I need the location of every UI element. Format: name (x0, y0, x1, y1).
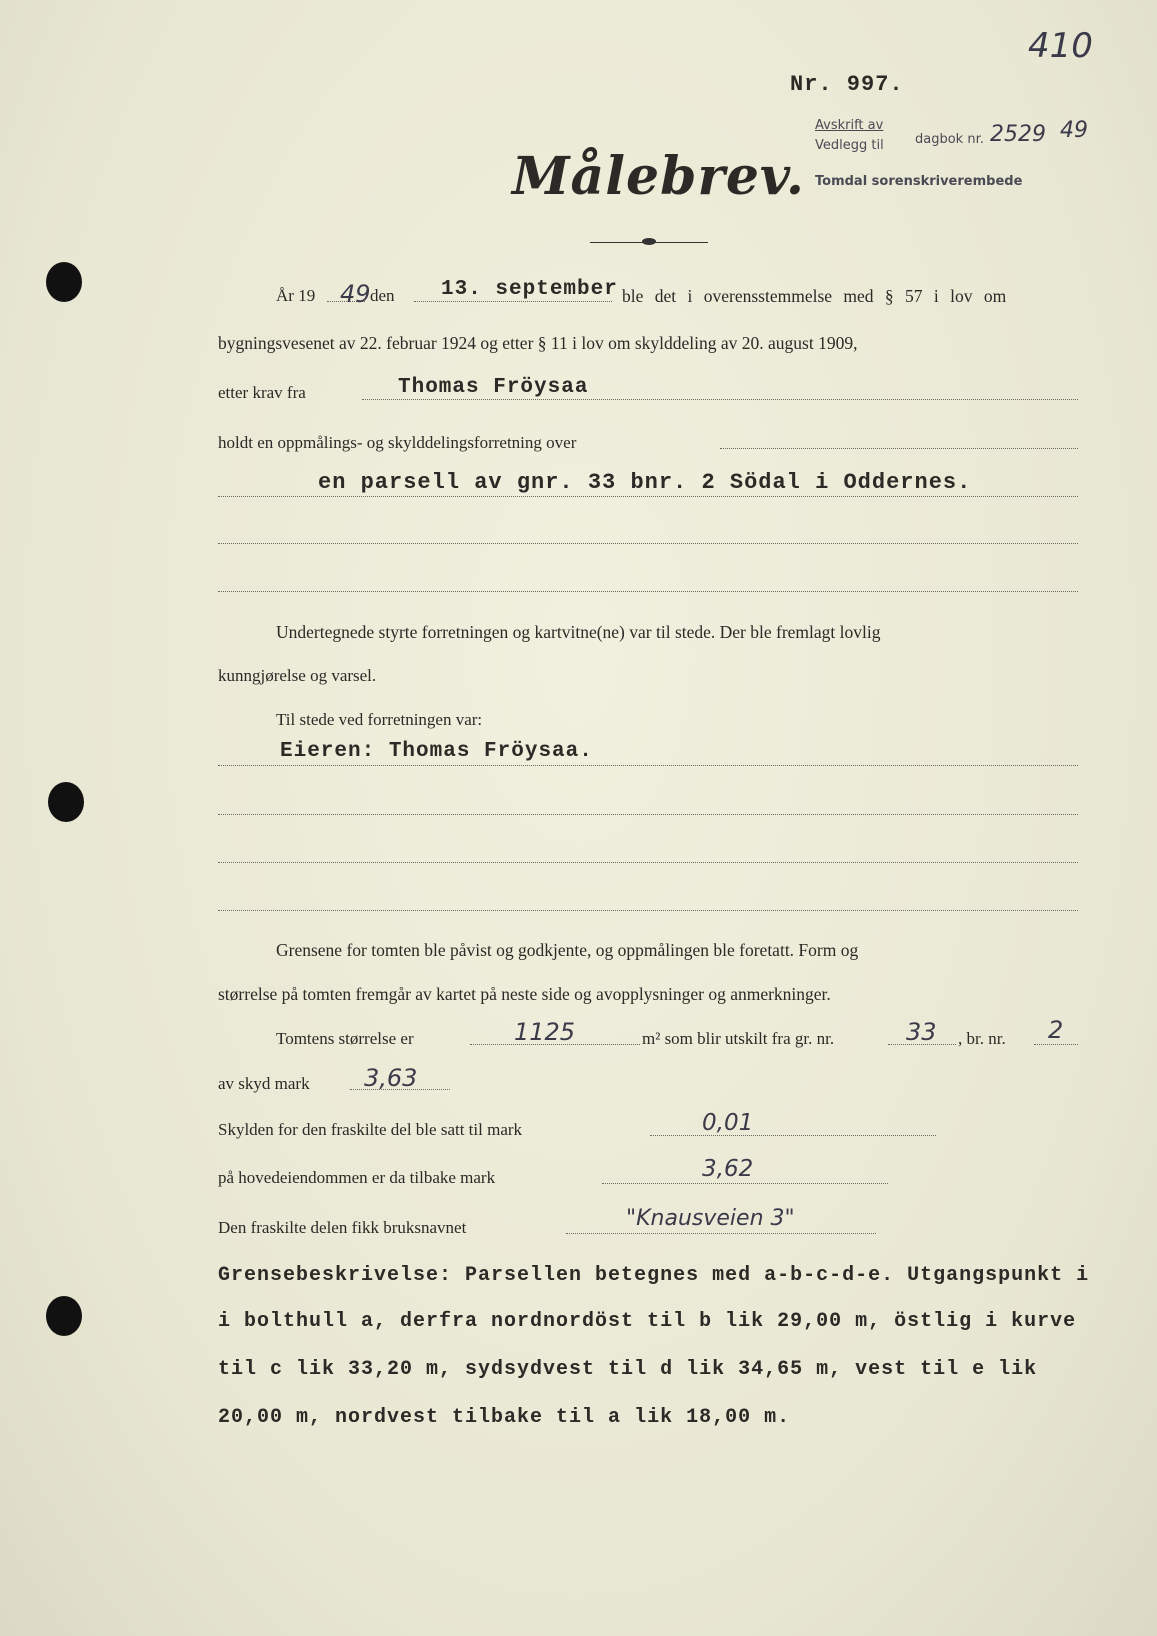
stamp-dagbok-value: 2529 (990, 122, 1046, 147)
skylden-value: 0,01 (702, 1110, 754, 1136)
hoved-value: 3,62 (702, 1156, 754, 1182)
date-dots (414, 301, 612, 302)
krav-dots (362, 399, 1078, 400)
over-value: en parsell av gnr. 33 bnr. 2 Södal i Oddernes. (318, 470, 972, 495)
til-stede-label: Til stede ved forretningen var: (276, 710, 483, 729)
grensebeskrivelse-line-2: i bolthull a, derfra nordnordöst til b lik 29,00 m, östlig i kurve (218, 1310, 1077, 1333)
undertegnede-line-2: kunngjørelse og varsel. (218, 666, 377, 685)
stamp-dagbok-label: dagbok nr. (915, 132, 984, 147)
den-label: den (370, 286, 395, 305)
br-label: , br. nr. (958, 1029, 1006, 1048)
blank-line-1 (218, 543, 1078, 544)
storrelse-value: 1125 (514, 1018, 576, 1046)
punch-hole-middle (48, 782, 84, 822)
document-number: Nr. 997. (790, 72, 904, 97)
stamp-year: 49 (1060, 118, 1088, 143)
blank-line-2 (218, 591, 1078, 592)
grensebeskrivelse-line-1: Grensebeskrivelse: Parsellen betegnes med a-b-c-d-e. Utgangspunkt i (218, 1264, 1090, 1287)
holdt-label: holdt en oppmålings- og skylddelingsforretning over (218, 433, 577, 452)
grensene-line-2: størrelse på tomten fremgår av kartet på neste side og avopplysninger og anmerkninger. (218, 984, 831, 1004)
br-value: 2 (1048, 1016, 1064, 1044)
stamp-line-3: Tomdal sorenskriverembede (815, 174, 1023, 189)
skyd-label: av skyd mark (218, 1074, 310, 1093)
storrelse-label: Tomtens størrelse er (276, 1029, 414, 1048)
present-value: Eieren: Thomas Fröysaa. (280, 740, 593, 763)
skylden-dots (650, 1135, 936, 1136)
page-number: 410 (1028, 26, 1093, 66)
gr-value: 33 (906, 1018, 937, 1046)
present-dots (218, 765, 1078, 766)
stamp-line-2: Vedlegg til (815, 138, 884, 153)
skylden-label: Skylden for den fraskilte del ble satt til mark (218, 1120, 523, 1139)
stamp-line-1: Avskrift av (815, 118, 884, 133)
grensene-line-1: Grensene for tomten ble påvist og godkjente, og oppmålingen ble foretatt. Form og (276, 940, 859, 960)
blank-line-4 (218, 862, 1078, 863)
bruks-value: "Knausveien 3" (626, 1206, 795, 1231)
grensebeskrivelse-line-4: 20,00 m, nordvest tilbake til a lik 18,00 m. (218, 1406, 791, 1429)
hoved-label: på hovedeiendommen er da tilbake mark (218, 1168, 496, 1187)
date-value: 13. september (441, 278, 618, 301)
skyd-value: 3,63 (364, 1064, 418, 1092)
intro-rest-1: ble det i overensstemmelse med § 57 i lov om (622, 286, 1007, 306)
punch-hole-top (46, 262, 82, 302)
grensebeskrivelse-line-3: til c lik 33,20 m, sydsydvest til d lik 34,65 m, vest til e lik (218, 1358, 1038, 1381)
br-dots (1034, 1044, 1078, 1045)
krav-value: Thomas Fröysaa (398, 376, 589, 399)
ar-value: 49 (340, 280, 371, 308)
holdt-dots (720, 448, 1078, 449)
title-ornament-dot (642, 238, 656, 245)
krav-label: etter krav fra (218, 383, 306, 402)
blank-line-5 (218, 910, 1078, 911)
intro-line-2: bygningsvesenet av 22. februar 1924 og etter § 11 i lov om skylddeling av 20. august 1909, (218, 333, 858, 353)
ar-label: År 19 (276, 286, 316, 305)
punch-hole-bottom (46, 1296, 82, 1336)
undertegnede-line-1: Undertegnede styrte forretningen og kartvitne(ne) var til stede. Der ble fremlagt lovlig (276, 622, 881, 642)
m2-label: m² som blir utskilt fra gr. nr. (642, 1029, 835, 1048)
hoved-dots (602, 1183, 888, 1184)
page-title: Målebrev. (512, 146, 806, 207)
over-dots (218, 496, 1078, 497)
bruks-label: Den fraskilte delen fikk bruksnavnet (218, 1218, 467, 1237)
blank-line-3 (218, 814, 1078, 815)
bruks-dots (566, 1233, 876, 1234)
